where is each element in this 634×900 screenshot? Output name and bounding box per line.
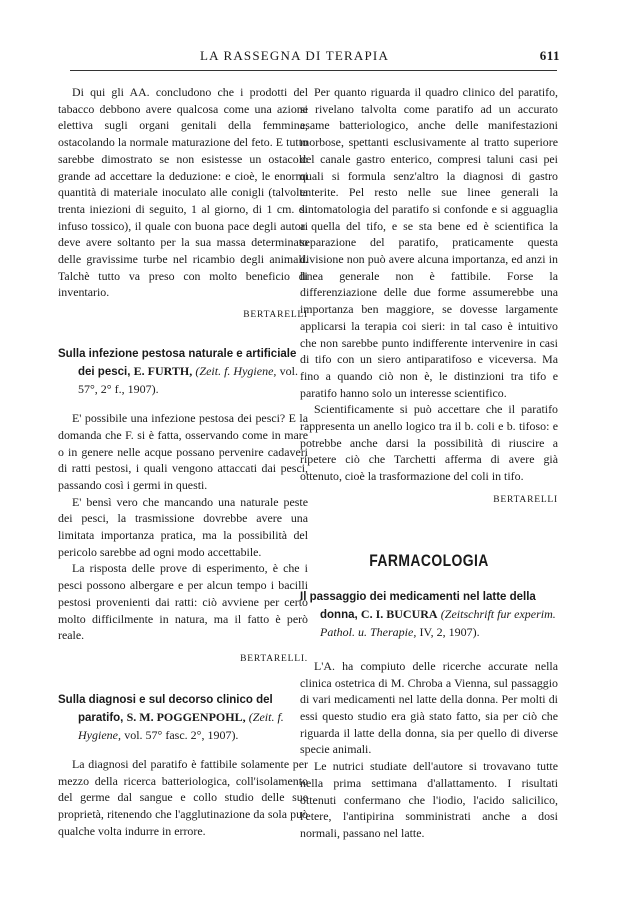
- article-title-text: Sulla diagnosi e sul decorso clinico del paratifo,: [58, 693, 273, 724]
- article-title-text: Il passaggio dei medicamenti nel latte della donna,: [300, 590, 536, 621]
- intro-paragraph: Di qui gli AA. concludono che i prodotti del tabacco debbono avere qualcosa come una azione elettiva sugli organi genitali della femmina, ostacolando la normale maturazione del feto. E tutto sarebbe dimostrato se non esistesse un ostacolo grande ad accettare la deduzione: e cioè, le enormi quantità di materiale inoculato alle conigli (talvolta trenta iniezioni di seguito, 1 al giorno, di 1 cm. di infuso tossico), il quale con buona pace degli autori deve avere soltanto per la sua massa determinato delle gravissime turbe nel ricambio degli animali. Talchè tutto va preso con molto beneficio di inventario.: [58, 85, 308, 300]
- article-author: S. M. POGGENPOHL,: [126, 709, 246, 724]
- left-column: [58, 84, 308, 840]
- article-volume: IV, 2, 1907).: [419, 624, 480, 639]
- body-paragraph: La risposta delle prove di esperimento, è che i pesci possono albergare e per alcun tempo i bacilli pestosi provenienti dai ratti: ciò avviene per certo molto difficilmente in natura, ma il fatto è però reale.: [58, 561, 308, 643]
- article-signature: BERTARELLI: [493, 494, 558, 505]
- page-number: 611: [539, 48, 560, 63]
- article-author: E. FURTH,: [133, 364, 193, 379]
- right-column: [300, 84, 558, 842]
- article-title-plague-fish: [58, 346, 308, 399]
- article-title-medicines-milk: [300, 589, 558, 642]
- body-paragraph: L'A. ha compiuto delle ricerche accurate nella clinica ostetrica di M. Chroba a Vienna, sul passaggio di vari medicamenti nel latte della donna. Per molti di essi questo studio era già stato fatto, sia per ciò che riguarda il latte della donna, sia per quello di diverse specie animali.: [300, 658, 558, 757]
- article-journal: (Zeitschrift fur experim. Pathol. u. Therapie,: [320, 606, 556, 639]
- body-paragraph: E' possibile una infezione pestosa dei pesci? E la domanda che F. si è fatta, osservando come in mare o in genere nelle acque possano pervenire cadaveri di ratti pestosi, i quali vengono attaccati dai pesci, passando così i germi in questi.: [58, 411, 308, 492]
- journal-title: LA RASSEGNA DI TERAPIA: [200, 48, 390, 63]
- header-rule: [70, 70, 557, 71]
- article-author: C. I. BUCURA: [360, 606, 438, 621]
- body-paragraph: E' bensì vero che mancando una naturale peste dei pesci, la trasmissione dovrebbe avere una limitata importanza pratica, ma la possibilità del pericolo sarebbe ad ogni modo accettabile.: [58, 494, 308, 559]
- intro-signature: BERTARELLI: [243, 310, 308, 321]
- body-paragraph: Le nutrici studiate dell'autore si trovavano tutte nella prima settimana d'allattamento. I risultati ottenuti confermano che l'iodio, l'acido salicilico, l'etere, l'antipirina somministrati anche a dosi normali, passano nel latte.: [300, 759, 558, 840]
- article-title-paratyphoid: [58, 692, 308, 745]
- section-heading: FARMACOLOGIA: [369, 550, 489, 570]
- article-signature: BERTARELLI.: [240, 653, 308, 664]
- article-journal: (Zeit. f. Hygiene,: [78, 709, 284, 742]
- body-paragraph: Per quanto riguarda il quadro clinico del paratifo, si rivelano talvolta come paratifo ad un accurato esame batteriologico, anche delle manifestazioni morbose, spettanti esclusivamente al tratto superiore del canale gastro enterico, compresi taluni casi pei quali si formula senz'altro la diagnosi di gastro enterite. Pel resto nelle sue linee generali la sintomatologia del paratifo si confonde e si agguaglia a quella del tifo, e se sta bene ed è scientifica la separazione del paratifo, praticamente questa divisione non può avere alcuna importanza, ed anzi in linea generale non è fattibile. Forse la differenziazione delle due forme assumerebbe una importanza ben maggiore, se dovesse largamente applicarsi la terapia coi sieri: in tal caso è intuitivo che non sarebbe punto indifferente intervenire in casi di tifo con un siero antiparatifoso e viceversa. Ma fino a quando ciò non è, le distinzioni tra tifo e paratifo hanno solo un interesse scientifico.: [300, 85, 558, 400]
- article-title-text: Sulla infezione pestosa naturale e artificiale dei pesci,: [58, 348, 297, 379]
- article-journal: (Zeit. f. Hygiene,: [195, 364, 277, 379]
- body-paragraph: Scientificamente si può accettare che il paratifo rappresenta un anello logico tra il b. coli e b. tifoso: e potrebbe anche darsi la possibilità di riuscire a ripetere ciò che Tarchetti afferma di avere già ottenuto, cioè la trasformazione del coli in tifo.: [300, 402, 558, 484]
- body-paragraph: La diagnosi del paratifo è fattibile solamente per mezzo della ricerca batteriologica, coll'isolamento del germe dal sangue e collo studio delle sue proprietà, ritenendo che l'agglutinazione da sola può qualche volta indurre in errore.: [58, 756, 308, 838]
- article-volume: vol. 57°, 2° f., 1907).: [78, 364, 298, 397]
- article-volume: vol. 57° fasc. 2°, 1907).: [124, 727, 239, 742]
